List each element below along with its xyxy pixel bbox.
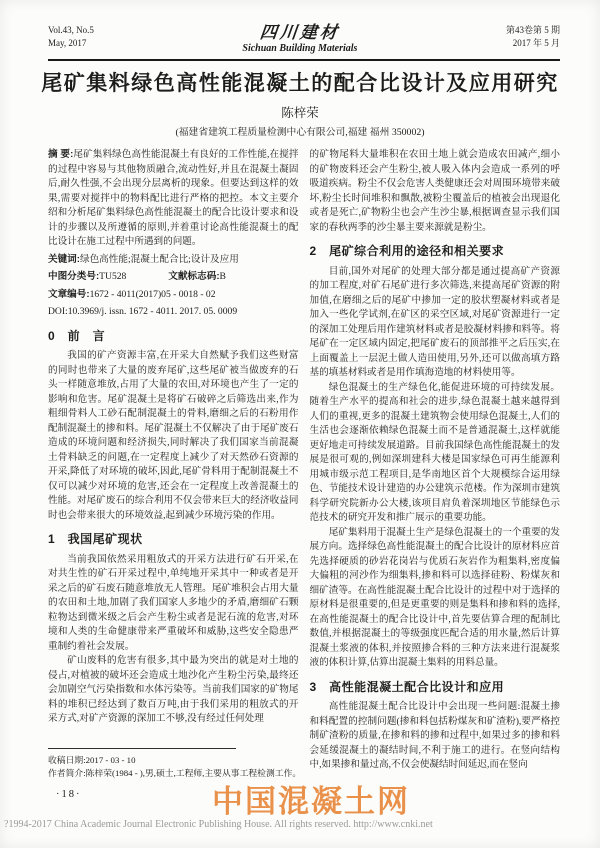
abstract xyxy=(48,148,299,250)
paragraph: 我国的矿产资源丰富,在开采大自然赋予我们这些财富的同时也带来了大量的废弃尾矿,这些尾矿被当做废弃的石头一样随意堆放,占用了大量的农田,对环境也产生了一定的影响和危害。尾矿混凝土是将矿石破碎之后筛选出来,作为粗细骨料人工砂石配制混凝土的骨料,磨细之后的石粉用作配制混凝土的掺和料。尾矿混凝土不仅解决了由于尾矿废石造成的环境问题和经济损失,同时解决了我们国家当前混凝土骨料缺乏的问题,在一定程度上减少了对天然砂石资源的开采,降低了对环境的破坏,因此,尾矿骨料用于配制混凝土不仅可以减少对环境的危害,还会在一定程度上改善混凝土的性能。对尾矿废石的综合利用不仅会带来巨大的经济收益同时也会带来很大的环境效益,起到减少环境污染的作用。 xyxy=(48,350,299,521)
section-heading-utilization: 2 尾矿综合利用的途径和相关要求 xyxy=(309,244,505,258)
paragraph: 绿色混凝土的生产绿色化,能促进环境的可持续发展。随着生产水平的提高和社会的进步,绿色混凝土越来越得到人们的重视,更多的混凝土建筑物会使用绿色混凝土,人们的生活也会逐渐依赖绿色混凝土而不是普通混凝土,这样就能更好地走可持续发展道路。目前我国绿色高性能混凝土的发展是很可观的,例如深圳建科大楼是国家绿色可再生能源利用城市级示范工程项目,是华南地区首个大规模综合运用绿色、节能技术设计建造的办公建筑示范楼。作为深圳市建筑科学研究院新办公大楼,该项目肩负着深圳地区节能绿色示范技术的研究开发和推广展示的重要功能。 xyxy=(309,381,560,523)
journal-header xyxy=(48,24,560,55)
journal-logo-block xyxy=(94,24,506,55)
watermark: 中国混凝土网 xyxy=(212,784,410,819)
copyright-notice: ?1994-2017 China Academic Journal Electronic Publishing House. All rights reserved. http://www.cnki.net xyxy=(4,819,433,830)
journal-logo: 四川建材 xyxy=(258,23,341,42)
left-column xyxy=(48,148,299,773)
paragraph: 高性能混凝土配合比设计中会出现一些问题:混凝土掺和料配置的控制问题(掺和料包括粉煤灰和矿渣粉),要严格控制矿渣粉的质量,在掺和料的掺和过程中,如果过多的掺和料会延缓混凝土的凝结时间,不利于施工的进行。在竖向结构中,如果掺和量过高,不仅会使凝结时间延迟,而在竖向 xyxy=(309,701,560,770)
paper-title: 尾矿集料绿色高性能混凝土的配合比设计及应用研究 xyxy=(41,72,559,95)
footnote-rule xyxy=(48,748,236,749)
abstract-label: 摘 要: xyxy=(48,149,74,160)
journal-date-en: May, 2017 xyxy=(48,38,87,48)
keywords xyxy=(48,253,299,268)
keywords-text: 绿色高性能;混凝土配合比;设计及应用 xyxy=(79,253,239,265)
author-bio: 作者简介:陈梓荣(1984 - ),男,硕士,工程师,主要从事工程检测工作。 xyxy=(48,767,302,778)
document-code: B xyxy=(219,271,226,282)
body-columns xyxy=(48,148,560,773)
classification-line xyxy=(48,270,299,285)
journal-volume-block xyxy=(48,24,94,50)
author-affiliation: (福建省建筑工程质量检测中心有限公司,福建 福州 350002) xyxy=(175,127,425,138)
issue-number: 第43卷第 5 期 xyxy=(505,25,560,35)
paragraph: 尾矿集料用于混凝土生产是绿色混凝土的一个重要的发展方向。选择绿色高性能混凝土的配合比设计的原材料应首先选择硬质的砂岩花岗岩与优质石灰岩作为粗集料,密度偏大偏粗的河沙作为细集料,掺和料可以选择硅粉、粉煤灰和细矿渣等。在高性能混凝土配合比设计的过程中对于选择的原材料是很重要的,但是更重要的则是集料和掺和料的选择,在高性能混凝土的配合比设计中,首先要估算合理的配制比数值,并根据混凝土的等级强度匹配合适的用水量,然后计算混凝土浆液的体积,并按照掺合料的三种方法来进行混凝浆液的体积计算,估算出混凝土集料的用料总量。 xyxy=(309,526,560,668)
paragraph: 当前我国依然采用粗放式的开采方法进行矿石开采,在对共生性的矿石开采过程中,单纯地开采其中一种或者是开采之后的矿石废石随意堆放无人管理。尾矿堆积会占用大量的农田和土地,加剧了我们国家人多地少的矛盾,磨细矿石颗粒物达到微米级之后会产生粉尘或者是泥石流的危害,对环境和人类的生命健康带来严重破坏和威胁,这些安全隐患严重制约着社会发展。 xyxy=(48,553,299,652)
section-heading-status: 1 我国尾矿现状 xyxy=(48,532,143,546)
abstract-text: 尾矿集料绿色高性能混凝土有良好的工作性能,在搅拌的过程中容易与其他物质融合,流动性好,并且在混凝土凝固后,耐久性强,不会出现分层离析的现象。但要达到这样的效果,需要对搅拌中的物料配比进行严格的把控。本文主要介绍和分析尾矿集料绿色高性能混凝土的配合比设计要求和设计的步骤以及所遵循的原则,并着重讨论高性能混凝土的配比设计在施工过程中所遇到的问题。 xyxy=(48,149,299,247)
article-id-line xyxy=(48,288,299,303)
article-no-label: 文章编号: xyxy=(48,288,90,300)
paragraph: 的矿物尾料大量堆积在农田土地上就会造成农田减产,细小的矿物废料还会产生粉尘,被人吸入体内会造成一系列的呼吸道疾病。粉尘不仅会危害人类健康还会对周围环境带来破坏,粉尘长时间堆积和飘散,被粉尘覆盖后的植被会出现退化或者是死亡,矿物粉尘也会产生沙尘暴,根据调查显示我们国家的春秋两季的沙尘暴主要来源就是粉尘。 xyxy=(309,149,560,233)
doc-code-label: 文献标志码: xyxy=(168,271,220,282)
paragraph: 目前,国外对尾矿的处理大部分都是通过提高矿产资源的加工程度,对矿石尾矿进行多次筛选,来提高尾矿资源的附加值,在磨细之后的尾矿中掺加一定的胶状塑凝材料或者是加入一些化学试剂,在矿区的采空区域,对尾矿资源进行一定的深加工处理后用作建筑材料或者是胶凝材料掺和料等。将尾矿在一定区域内固定,把尾矿废石的顶部推平之后压实,在上面覆盖上一层泥土做人造田使用,另外,还可以做高填方路基的填基材料或者是用作填海造地的材料使用等。 xyxy=(309,265,560,378)
keywords-label: 关键词: xyxy=(48,253,80,265)
journal-volume: Vol.43, No.5 xyxy=(48,25,94,35)
clc-number: TU528 xyxy=(99,271,127,282)
header-rule xyxy=(48,59,560,61)
clc-label: 中图分类号: xyxy=(48,271,100,282)
section-heading-intro: 0 前 言 xyxy=(48,328,106,343)
article-id: 1672 - 4011(2017)05 - 0018 - 02 xyxy=(89,288,216,300)
paragraph: 矿山废料的危害有很多,其中最为突出的就是对土地的侵占,对植被的破坏还会造成土地沙化产生粉尘污染,最终还会加剧空气污染指数和水体污染等。当前我们国家的矿物尾料的堆积已经达到了数百万吨,由于我们采用的粗放式的开采方式,对矿产资源的深加工不够,没有经过任何处理 xyxy=(48,655,299,724)
issue-date-cn: 2017 年 5 月 xyxy=(512,38,560,48)
footnote xyxy=(48,748,306,779)
author-name: 陈梓荣 xyxy=(281,106,319,120)
page-number: ·18· xyxy=(56,789,82,800)
right-column xyxy=(310,148,561,773)
section-heading-mix-design: 3 高性能混凝土配合比设计和应用 xyxy=(309,679,505,694)
journal-name-en: Sichuan Building Materials xyxy=(242,43,358,54)
doi: DOI:10.3969/j. issn. 1672 - 4011. 2017. 05. 0009 xyxy=(48,306,238,317)
received-date: 收稿日期:2017 - 03 - 10 xyxy=(48,755,136,765)
issue-block xyxy=(506,24,560,50)
